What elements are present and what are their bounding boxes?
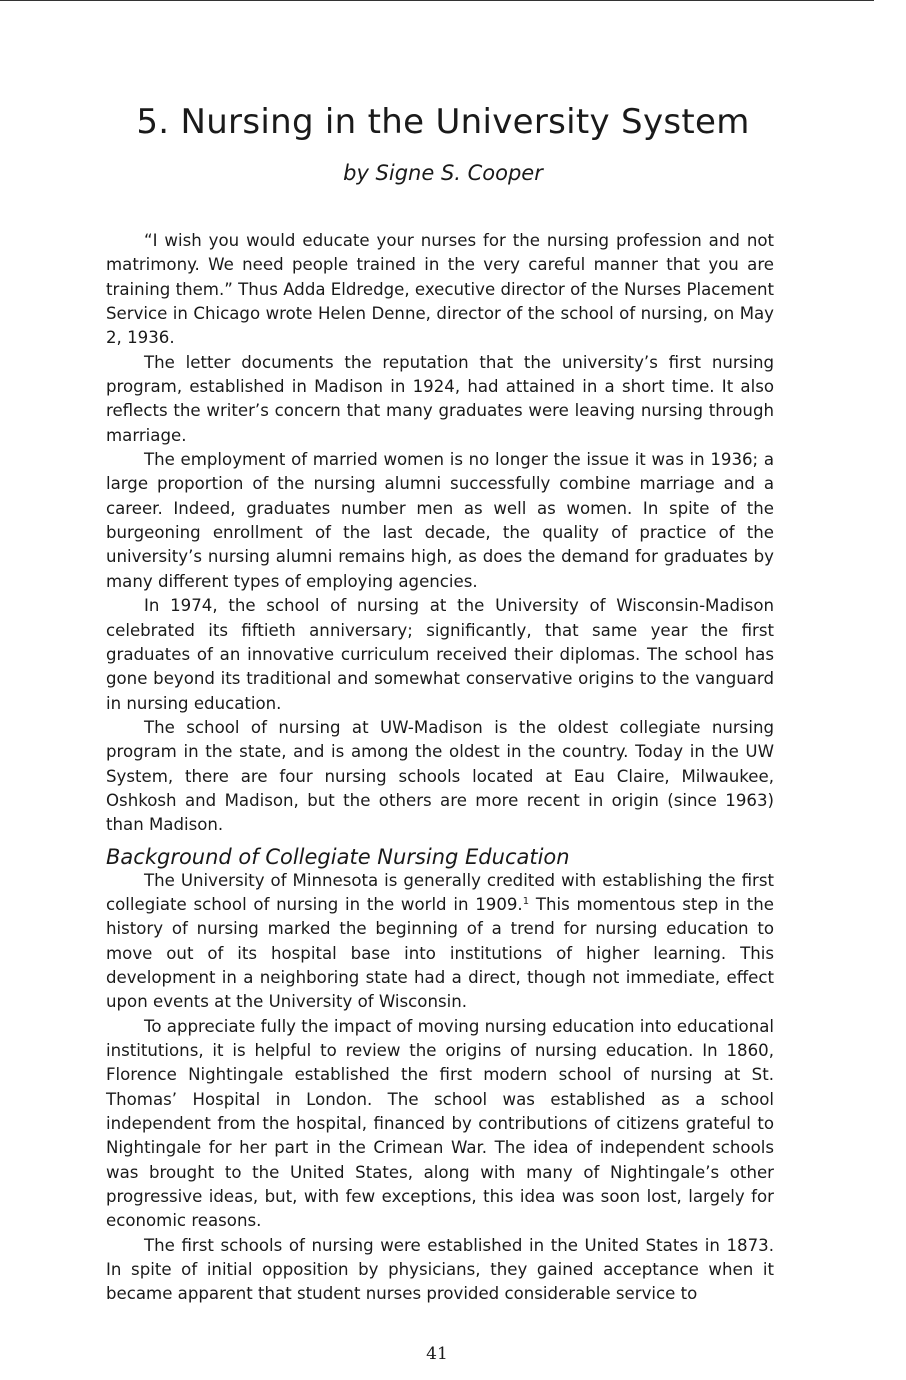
paragraph: To appreciate fully the impact of moving nursing education into educational institutions, it is helpful to review the origins of nursing education. In 1860, Florence Nightingale established the first modern school of nursing at St. Thomas’ Hospital in London. The school was established as a school independent from the hospital, financed by contributions of citizens grateful to Nightingale for her part in the Crimean War. The idea of independent schools was brought to the United States, along with many of Nightingale’s other progressive ideas, but, with few exceptions, this idea was soon lost, largely for economic reasons. [106,1016,774,1231]
paragraph: The employment of married women is no longer the issue it was in 1936; a large proportion of the nursing alumni successfully combine marriage and a career. Indeed, graduates number men as well as women. In spite of the burgeoning enrollment of the last decade, the quality of practice of the university’s nursing alumni remains high, as does the demand for graduates by many different types of employing agencies. [106,450,774,591]
chapter-title: 5. Nursing in the University System [136,102,750,142]
body-text [106,229,774,1307]
paragraph-text: This momentous step in the history of nursing marked the beginning of a trend for nursing education to move out of its hospital base into institutions of higher learning. This development in a neighboring state had a direct, though not immediate, effect upon events at the University of Wisconsin. [106,894,774,1012]
top-rule [0,0,874,1]
footnote-marker: 1 [522,895,530,907]
paragraph: The letter documents the reputation that the university’s first nursing program, established in Madison in 1924, had attained in a short time. It also reflects the writer’s concern that many graduates were leaving nursing through marriage. [106,352,774,445]
paragraph: In 1974, the school of nursing at the University of Wisconsin-Madison celebrated its fiftieth anniversary; significantly, that same year the first graduates of an innovative curriculum received their diplomas. The school has gone beyond its traditional and somewhat conservative origins to the vanguard in nursing education. [106,596,774,713]
paragraph: The first schools of nursing were established in the United States in 1873. In spite of initial opposition by physicians, they gained acceptance when it became apparent that student nurses provided considerable service to [106,1235,774,1304]
section-heading: Background of Collegiate Nursing Education [106,844,570,869]
paragraph: The school of nursing at UW-Madison is the oldest collegiate nursing program in the state, and is among the oldest in the country. Today in the UW System, there are four nursing schools located at Eau Claire, Milwaukee, Oshkosh and Madison, but the others are more recent in origin (since 1963) than Madison. [106,717,774,835]
paragraph-text: The University of Minnesota is generally credited with establishing the first collegiate school of nursing in the world in 1909. [106,870,774,914]
byline: by Signe S. Cooper [343,161,543,185]
paragraph [106,869,774,1015]
paragraph: “I wish you would educate your nurses for the nursing profession and not matrimony. We need people trained in the very careful manner that you are training them.” Thus Adda Eldredge, executive director of the Nurses Placement Service in Chicago wrote Helen Denne, director of the school of nursing, on May 2, 1936. [106,231,774,348]
page-number: 41 [426,1344,448,1364]
